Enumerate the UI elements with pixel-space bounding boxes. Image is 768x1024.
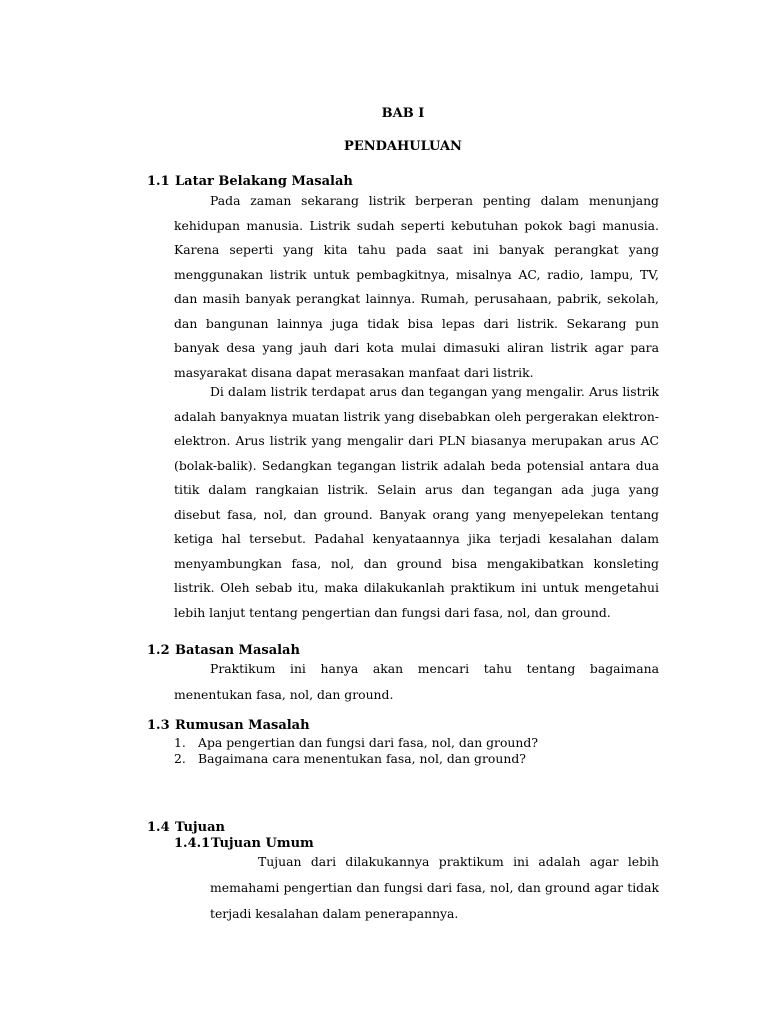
section-number: 1.1	[147, 174, 170, 189]
section-title: Tujuan	[175, 820, 225, 835]
section-title: Rumusan Masalah	[175, 718, 310, 733]
section-number: 1.2	[147, 643, 170, 658]
list-item-text: Bagaimana cara menentukan fasa, nol, dan ground?	[198, 751, 526, 766]
section-heading-rumusan-masalah	[147, 718, 310, 734]
paragraph-batasan-masalah: Praktikum ini hanya akan mencari tahu tentang bagaimana menentukan fasa, nol, dan ground.	[174, 661, 659, 702]
list-marker: 2.	[174, 751, 186, 766]
chapter-title: PENDAHULUAN	[344, 139, 462, 154]
chapter-label: BAB I	[381, 106, 425, 121]
section-number: 1.3	[147, 718, 170, 733]
list-marker: 1.	[174, 735, 186, 750]
section-title: Batasan Masalah	[175, 643, 300, 658]
rumusan-masalah-list	[174, 735, 659, 767]
section-heading-tujuan	[147, 820, 225, 836]
section-number: 1.4	[147, 820, 170, 835]
paragraph-tujuan-umum: Tujuan dari dilakukannya praktikum ini adalah agar lebih memahami pengertian dan fungsi dari fasa, nol, dan ground agar tidak terjadi kesalahan dalam penerapannya.	[210, 854, 659, 921]
paragraph-latar-belakang-2: Di dalam listrik terdapat arus dan tegangan yang mengalir. Arus listrik adalah banyaknya muatan listrik yang disebabkan oleh pergerakan elektron-elektron. Arus listrik yang mengalir dari PLN biasanya merupakan arus AC (bolak-balik). Sedangkan tegangan listrik adalah beda potensial antara dua titik dalam rangkaian listrik. Selain arus dan tegangan ada juga yang disebut fasa, nol, dan ground. Banyak orang yang menyepelekan tentang ketiga hal tersebut. Padahal kenyataannya jika terjadi kesalahan dalam menyambungkan fasa, nol, dan ground bisa mengakibatkan konsleting listrik. Oleh sebab itu, maka dilakukanlah praktikum ini untuk mengetahui lebih lanjut tentang pengertian dan fungsi dari fasa, nol, dan ground.	[174, 384, 659, 620]
subsection-number: 1.4.1	[174, 836, 211, 851]
list-item	[174, 735, 659, 751]
list-item	[174, 751, 659, 767]
paragraph-latar-belakang-1: Pada zaman sekarang listrik berperan penting dalam menunjang kehidupan manusia. Listrik sudah seperti kebutuhan pokok bagi manusia. Karena seperti yang kita tahu pada saat ini banyak perangkat yang menggunakan listrik untuk pembagkitnya, misalnya AC, radio, lampu, TV, dan masih banyak perangkat lainnya. Rumah, perusahaan, pabrik, sekolah, dan bangunan lainnya juga tidak bisa lepas dari listrik. Sekarang pun banyak desa yang jauh dari kota mulai dimasuki aliran listrik agar para masyarakat disana dapat merasakan manfaat dari listrik.	[174, 193, 659, 380]
section-heading-latar-belakang	[147, 174, 353, 190]
section-title: Latar Belakang Masalah	[175, 174, 353, 189]
list-item-text: Apa pengertian dan fungsi dari fasa, nol, dan ground?	[198, 735, 538, 750]
subsection-title: Tujuan Umum	[211, 836, 314, 851]
